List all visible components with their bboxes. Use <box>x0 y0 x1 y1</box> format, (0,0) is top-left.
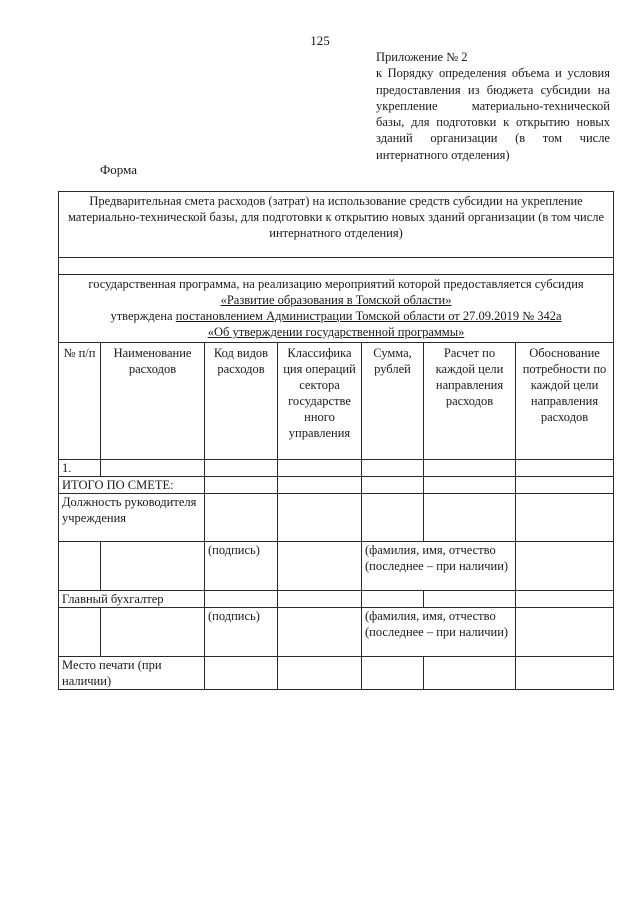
table-row <box>59 608 614 657</box>
column-header: Наименование расходов <box>101 343 205 460</box>
form-label: Форма <box>100 162 137 177</box>
table-row <box>59 591 614 608</box>
table-cell <box>278 657 362 690</box>
manager-label: Должность руководителя учреждения <box>59 494 205 542</box>
table-cell <box>101 542 205 591</box>
table-cell <box>362 460 424 477</box>
table-cell <box>278 477 362 494</box>
table-cell <box>278 608 362 657</box>
program-info <box>59 275 614 343</box>
table-cell <box>516 460 614 477</box>
appendix-text: к Порядку определения объема и условия предоставления из бюджета субсидии на укрепление материально-технической базы, для подготовки к открытию новых зданий организации (в том числе интернатного отделения) <box>376 66 610 162</box>
column-header: Код видов расходов <box>205 343 278 460</box>
estimate-table <box>58 191 614 690</box>
table-cell <box>516 494 614 542</box>
table-cell <box>362 657 424 690</box>
table-row <box>59 460 614 477</box>
table-row <box>59 542 614 591</box>
table-cell <box>205 591 278 608</box>
table-cell <box>101 608 205 657</box>
table-cell <box>278 591 362 608</box>
table-cell <box>205 494 278 542</box>
total-label: ИТОГО ПО СМЕТЕ: <box>59 477 205 494</box>
name-label: (фамилия, имя, отчество (последнее – при наличии) <box>362 608 516 657</box>
column-headers <box>59 343 614 460</box>
signature-label: (подпись) <box>205 608 278 657</box>
approved-document: постановлением Администрации Томской области от 27.09.2019 № 342а <box>175 309 562 323</box>
table-cell <box>424 460 516 477</box>
table-cell <box>362 494 424 542</box>
table-row <box>59 477 614 494</box>
table-row <box>59 494 614 542</box>
column-header: Сумма, рублей <box>362 343 424 460</box>
table-cell <box>424 477 516 494</box>
table-cell <box>362 591 424 608</box>
table-cell <box>516 608 614 657</box>
table-row <box>59 657 614 690</box>
column-header: Расчет по каждой цели направления расходов <box>424 343 516 460</box>
column-header: № п/п <box>59 343 101 460</box>
seal-label: Место печати (при наличии) <box>59 657 205 690</box>
table-cell <box>362 477 424 494</box>
row-number: 1. <box>59 460 101 477</box>
table-cell <box>516 477 614 494</box>
accountant-label: Главный бухгалтер <box>59 591 205 608</box>
table-cell <box>278 494 362 542</box>
table-cell <box>516 657 614 690</box>
table-cell <box>205 477 278 494</box>
appendix-block <box>376 49 610 163</box>
signature-label: (подпись) <box>205 542 278 591</box>
page-number: 125 <box>310 33 330 48</box>
table-cell <box>424 494 516 542</box>
table-cell <box>516 591 614 608</box>
table-cell <box>59 542 101 591</box>
table-cell <box>424 657 516 690</box>
appendix-title: Приложение № 2 <box>376 50 468 64</box>
table-cell <box>205 657 278 690</box>
column-header: Классифика ция операций сектора государстве нного управления <box>278 343 362 460</box>
table-cell <box>59 608 101 657</box>
name-label: (фамилия, имя, отчество (последнее – при наличии) <box>362 542 516 591</box>
table-cell <box>205 460 278 477</box>
table-cell <box>278 542 362 591</box>
table-cell <box>101 460 205 477</box>
table-cell <box>278 460 362 477</box>
program-name: «Развитие образования в Томской области» <box>220 293 452 307</box>
column-header: Обоснование потребности по каждой цели направления расходов <box>516 343 614 460</box>
program-prefix: государственная программа, на реализацию мероприятий которой предоставляется субсидия <box>88 277 584 291</box>
empty-row <box>59 258 614 275</box>
table-cell <box>424 591 516 608</box>
approved-title: «Об утверждении государственной программы» <box>207 325 465 339</box>
table-cell <box>516 542 614 591</box>
approved-by: утверждена <box>110 309 173 323</box>
table-title: Предварительная смета расходов (затрат) на использование средств субсидии на укрепление материально-технической базы, для подготовки к открытию новых зданий организации (в том числе интернатного отделения) <box>59 192 614 258</box>
